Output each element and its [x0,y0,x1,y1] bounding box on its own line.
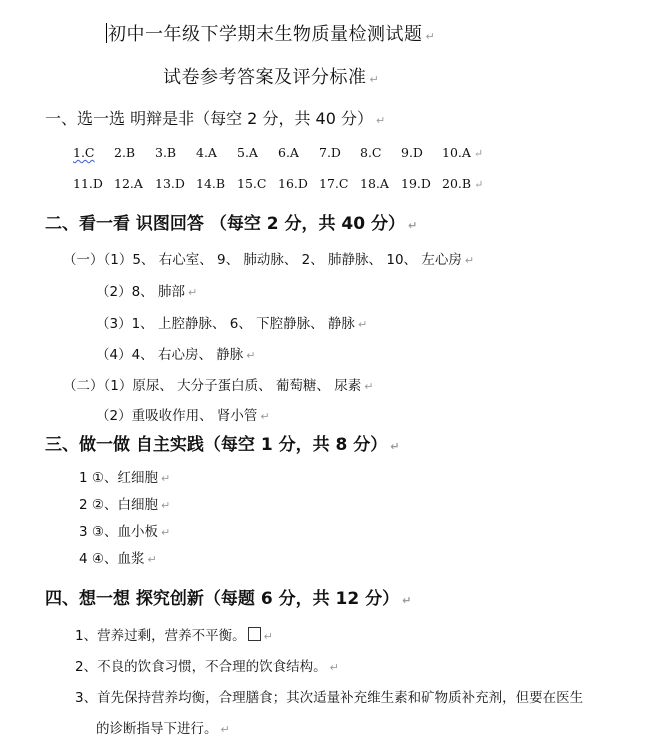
answer-item: 5.A [237,145,258,160]
section2-heading-text: 二、看一看 识图回答 （每空 2 分，共 40 分） [45,214,405,234]
section2-line-5 [63,374,373,394]
answer-item: 18.A [360,176,389,191]
answer-item: 8.C [360,145,382,160]
section3-line-4 [79,547,157,567]
section3-line-3 [79,520,170,540]
answer-item: 11.D [73,176,103,191]
section3-heading-text: 三、做一做 自主实践（每空 1 分，共 8 分） [45,435,388,455]
answer-line-text: 4 ④、血浆 [79,551,145,567]
section4-line-4 [96,717,230,737]
answer-line-text: 2、不良的饮食习惯，不合理的饮食结构。 [75,659,327,675]
document-title-text: 初中一年级下学期末生物质量检测试题 [108,24,423,45]
answer-item: 4.A [196,145,217,160]
document-title [106,20,435,46]
section2-line-3 [96,312,367,332]
answer-line-text: 的诊断指导下进行。 [96,721,218,737]
answer-item: 9.D [401,145,423,160]
answer-line-text: （二）（1）原尿、 大分子蛋白质、 葡萄糖、 尿素 [63,378,362,394]
answer-item: 20.B [442,176,472,191]
answer-item: 2.B [114,145,136,160]
answer-item: 3.B [155,145,177,160]
paragraph-mark: ↵ [329,661,339,674]
paragraph-mark: ↵ [187,286,198,299]
paragraph-mark: ↵ [364,380,374,393]
paragraph-mark: ↵ [263,630,273,643]
section3-line-1 [79,466,170,486]
answer-row-2 [73,176,483,191]
section2-line-4 [96,343,255,363]
section3-heading [45,430,399,455]
section1-heading-text: 一、选一选 明辩是非（每空 2 分，共 40 分） [45,109,373,128]
text-cursor [106,23,107,43]
answer-line-text: 3 ③、血小板 [79,524,158,540]
section2-line-2 [96,280,197,300]
paragraph-mark: ↵ [220,723,230,736]
section4-line-3 [75,686,583,706]
paragraph-mark: ↵ [375,114,386,127]
paragraph-mark: ↵ [357,318,368,331]
paragraph-mark: ↵ [369,73,380,86]
answer-line-text: （2）8、 肺部 [96,284,185,300]
paragraph-mark: ↵ [260,410,270,423]
answer-line-text: （4）4、 右心房、 静脉 [96,347,244,363]
answer-line-text: （2）重吸收作用、 肾小管 [96,408,258,424]
paragraph-mark: ↵ [246,349,256,362]
answer-item: 6.A [278,145,299,160]
section2-heading [45,209,417,234]
answer-item: 10.A [442,145,471,160]
section4-heading [45,584,411,609]
answer-item: 16.D [278,176,308,191]
paragraph-mark: ↵ [464,254,475,267]
answer-item: 13.D [155,176,185,191]
answer-line-text: 3、首先保持营养均衡，合理膳食；其次适量补充维生素和矿物质补充剂，但要在医生 [75,690,584,706]
paragraph-mark: ↵ [474,178,484,191]
paragraph-mark: ↵ [147,553,157,566]
answer-item: 14.B [196,176,226,191]
answer-line-text: 2 ②、白细胞 [79,497,158,513]
paragraph-mark: ↵ [473,147,484,160]
paragraph-mark: ↵ [160,499,171,512]
answer-item: 19.D [401,176,431,191]
section3-line-2 [79,493,170,513]
paragraph-mark: ↵ [160,526,171,539]
document-subtitle [163,63,379,89]
answer-item: 15.C [237,176,267,191]
checkbox-box-icon [248,627,261,641]
paragraph-mark: ↵ [408,219,418,232]
answer-row-1 [73,145,483,160]
answer-line-text: 1 ①、红细胞 [79,470,158,486]
answer-line-text: （3）1、 上腔静脉、 6、 下腔静脉、 静脉 [96,316,355,332]
paragraph-mark: ↵ [390,440,400,453]
paragraph-mark: ↵ [425,30,436,43]
section4-line-2 [75,655,339,675]
answer-item: 12.A [114,176,143,191]
section4-heading-text: 四、想一想 探究创新（每题 6 分，共 12 分） [45,589,400,609]
section2-line-6 [96,404,270,424]
answer-item: 17.C [319,176,349,191]
paragraph-mark: ↵ [402,594,412,607]
section2-line-1 [63,248,474,268]
document-subtitle-text: 试卷参考答案及评分标准 [163,67,367,88]
answer-item: 1.C [73,145,95,160]
section1-heading [45,106,385,129]
answer-line-text: （一）（1）5、 右心室、 9、 肺动脉、 2、 肺静脉、 10、 左心房 [63,252,462,268]
paragraph-mark: ↵ [160,472,171,485]
section4-line-1 [75,624,273,644]
answer-line-text: 1、营养过剩，营养不平衡。 [75,628,246,644]
answer-item: 7.D [319,145,341,160]
